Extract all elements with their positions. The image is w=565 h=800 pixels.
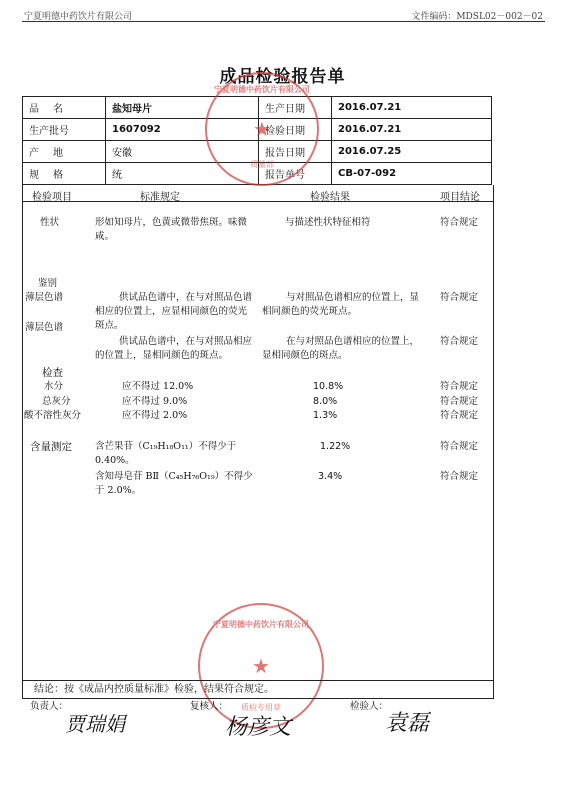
result-tlc-2: 在与对照品色谱相应的位置上，显相同颜色的斑点。 <box>262 336 420 361</box>
value-product-name: 盐知母片 <box>106 97 259 119</box>
value-report-no: CB-07-092 <box>332 163 492 185</box>
item-assay: 含量测定 <box>30 441 72 453</box>
label-spec: 规 格 <box>23 163 106 185</box>
conclusion-tlc-2: 符合规定 <box>440 336 479 347</box>
conclusion-divider-bottom <box>22 698 494 699</box>
result-assay-timosaponin: 3.4% <box>318 471 343 482</box>
label-inspector: 检验人： <box>350 701 389 712</box>
std-acid-insoluble-ash: 应不得过 2.0% <box>122 410 188 421</box>
conclusion-text: 结论：按《成品内控质量标准》检验，结果符合规定。 <box>34 684 274 695</box>
conclusion-moisture: 符合规定 <box>440 381 479 392</box>
col-header-result: 检验结果 <box>310 192 350 203</box>
star-icon: ★ <box>252 654 270 678</box>
result-tlc-1: 与对照品色谱相应的位置上，显相同颜色的荧光斑点。 <box>262 292 420 317</box>
conclusion-assay-timosaponin: 符合规定 <box>440 471 479 482</box>
std-tlc-1: 供试品色谱中，在与对照品色谱相应的位置上，应显相同颜色的荧光斑点。 <box>95 292 253 331</box>
star-icon: ★ <box>253 117 271 141</box>
label-batch-no: 生产批号 <box>23 119 106 141</box>
seal-sub-text: 质量部 <box>250 160 274 169</box>
quality-dept-seal <box>205 72 319 186</box>
value-spec: 统 <box>106 163 259 185</box>
std-assay-timosaponin: 含知母皂苷 BⅡ（C₄₅H₇₆O₁₉）不得少于 2.0%。 <box>95 471 253 496</box>
col-header-standard: 标准规定 <box>140 192 180 203</box>
label-report-date: 报告日期 <box>259 141 332 163</box>
section-identification: 鉴别 <box>38 278 58 289</box>
label-reviewer: 复核人： <box>190 701 229 712</box>
seal-sub-text: 质检专用章 <box>241 703 281 712</box>
value-batch-no: 1607092 <box>106 119 259 141</box>
value-origin: 安徽 <box>106 141 259 163</box>
label-origin: 产 地 <box>23 141 106 163</box>
conclusion-divider-top <box>22 680 494 681</box>
value-inspection-date: 2016.07.21 <box>332 119 492 141</box>
col-header-item: 检验项目 <box>32 192 72 203</box>
company-header: 宁夏明德中药饮片有限公司 <box>24 12 133 22</box>
col-header-conclusion: 项目结论 <box>440 192 480 203</box>
signature-responsible: 贾瑞娟 <box>65 712 125 736</box>
label-production-date: 生产日期 <box>259 97 332 119</box>
label-inspection-date: 检验日期 <box>259 119 332 141</box>
label-report-no: 报告单号 <box>259 163 332 185</box>
item-appearance: 性状 <box>40 217 60 228</box>
item-total-ash: 总灰分 <box>42 396 71 407</box>
column-header-divider <box>22 201 494 202</box>
header-divider <box>22 21 545 22</box>
result-acid-insoluble-ash: 1.3% <box>313 410 338 421</box>
conclusion-appearance: 符合规定 <box>440 217 479 228</box>
document-code: 文件编码：MDSL02－002－02 <box>411 12 543 22</box>
signature-reviewer: 杨彦文 <box>225 715 292 740</box>
signature-inspector: 袁磊 <box>385 711 430 736</box>
section-inspection: 检查 <box>42 367 63 379</box>
std-assay-mangiferin: 含芒果苷（C₁₉H₁₈O₁₁）不得少于 0.40%。 <box>95 441 237 466</box>
item-moisture: 水分 <box>44 381 64 392</box>
result-total-ash: 8.0% <box>313 396 338 407</box>
seal-ring-text: 宁夏明德中药饮片有限公司 <box>213 619 309 629</box>
conclusion-assay-mangiferin: 符合规定 <box>440 441 479 452</box>
item-tlc-1: 薄层色谱 <box>25 292 64 303</box>
value-report-date: 2016.07.25 <box>332 141 492 163</box>
result-moisture: 10.8% <box>313 381 344 392</box>
std-tlc-2: 供试品色谱中，在与对照品相应的位置上，显相同颜色的斑点。 <box>95 336 253 361</box>
conclusion-tlc-1: 符合规定 <box>440 292 479 303</box>
page-title: 成品检验报告单 <box>219 67 346 87</box>
conclusion-acid-insoluble-ash: 符合规定 <box>440 410 479 421</box>
value-production-date: 2016.07.21 <box>332 97 492 119</box>
std-appearance: 形如知母片，色黄或微带焦斑。味微咸。 <box>95 217 248 242</box>
label-product-name: 品 名 <box>23 97 106 119</box>
conclusion-total-ash: 符合规定 <box>440 396 479 407</box>
item-acid-insoluble-ash: 酸不溶性灰分 <box>24 410 82 421</box>
result-assay-mangiferin: 1.22% <box>320 441 351 452</box>
seal-ring-text: 宁夏明德中药饮片有限公司 <box>214 84 310 94</box>
label-responsible: 负责人： <box>30 701 69 712</box>
std-moisture: 应不得过 12.0% <box>122 381 194 392</box>
std-total-ash: 应不得过 9.0% <box>122 396 188 407</box>
item-tlc-2: 薄层色谱 <box>25 322 64 333</box>
result-appearance: 与描述性状特征相符 <box>285 217 371 228</box>
